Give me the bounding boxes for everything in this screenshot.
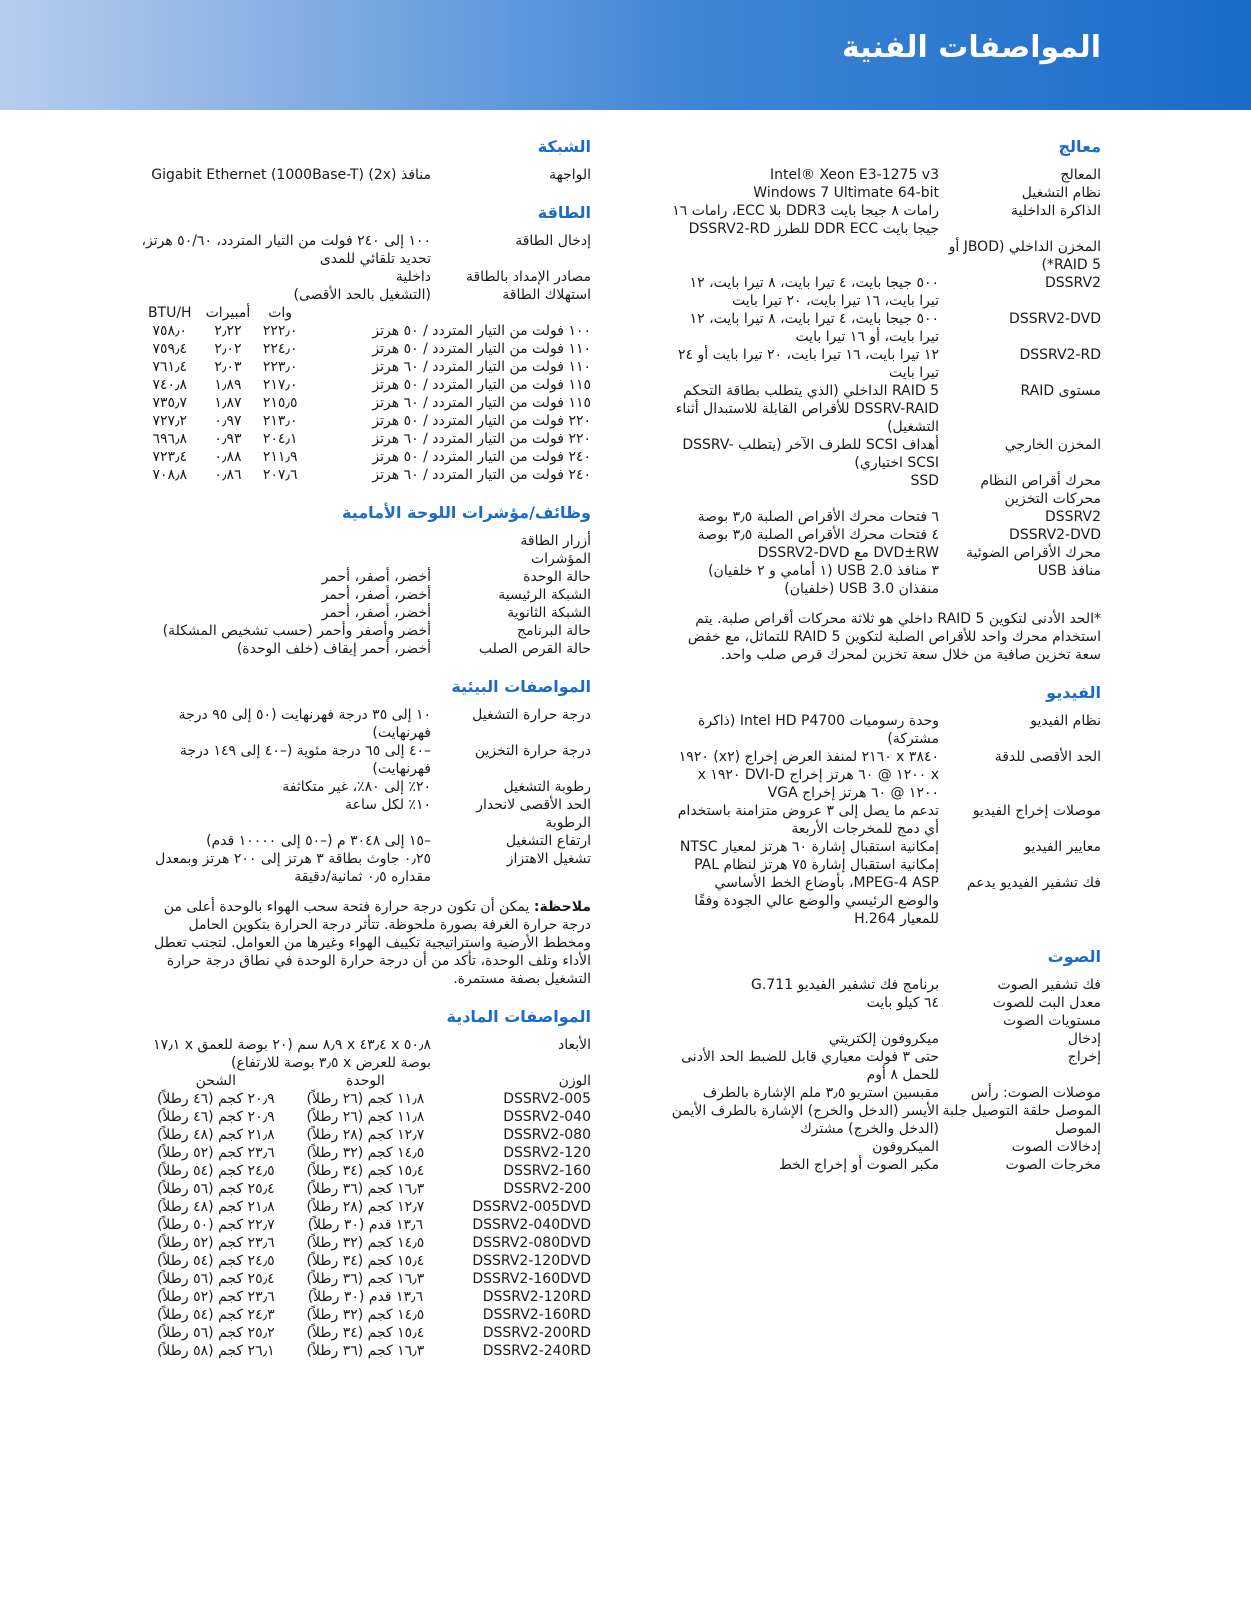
power-table-cell: ٠٫٩٣: [214, 431, 242, 447]
spec-label: استهلاك الطاقة: [502, 287, 591, 303]
spec-value: ٣٨٤٠ x ٢١٦٠ لمنفذ العرض إخراج (x٢) ١٩٢٠ x ١٢٠٠ @ ٦٠ هرتز إخراج DVI-D ١٩٢٠ x ١٢٠٠ @ ٦٠ هرتز إخراج VGA: [678, 749, 939, 801]
spec-label: إدخال الطاقة: [515, 233, 591, 249]
spec-label: محركات التخزين: [1004, 491, 1101, 507]
power-table-cell: ٦٩٦٫٨: [152, 431, 188, 447]
spec-label: مستويات الصوت: [1003, 1013, 1101, 1029]
weight-table-cell: ٢٠٫٩ كجم (٤٦ رطلاً): [156, 1109, 275, 1125]
power-table-row: [141, 340, 591, 358]
spec-label: أزرار الطاقة: [520, 533, 591, 549]
spec-row: [141, 742, 591, 778]
weight-table-cell: ٢٢٫٧ كجم (٥٠ رطلاً): [156, 1217, 275, 1233]
spec-value: ٢٠٪ إلى ٨٠٪، غير متكاثفة: [282, 779, 431, 795]
spec-value: (التشغيل بالحد الأقصى): [293, 287, 431, 303]
page-title: المواصفات الفنية: [841, 30, 1101, 65]
dimensions-value: ٥٠٫٨ x ٤٣٫٤ x ٨٫٩ سم (٢٠ بوصة للعمق x ١٧٫١ بوصة للعرض x ٣٫٥ بوصة للارتفاع): [153, 1037, 431, 1071]
spec-value: Windows 7 Ultimate 64-bit: [753, 185, 939, 201]
spec-row: [141, 796, 591, 832]
weight-table-cell: ٢٣٫٦ كجم (٥٢ رطلاً): [156, 1235, 275, 1251]
spec-row: [671, 1084, 1101, 1138]
spec-label: إدخالات الصوت: [1011, 1139, 1101, 1155]
spec-value: ١٠ إلى ٣٥ درجة فهرنهايت (٥٠ إلى ٩٥ درجة فهرنهايت): [178, 707, 431, 741]
spec-row: [671, 310, 1101, 346]
environmental-rows: [141, 706, 591, 886]
right-column: [671, 138, 1101, 1194]
spec-row: [671, 166, 1101, 184]
spec-value: –١٥ إلى ٣٠٤٨ م (–٥٠ إلى ١٠٠٠٠ قدم): [206, 833, 431, 849]
power-table-cell: ٠٫٨٦: [214, 467, 242, 483]
spec-row: [141, 778, 591, 796]
weight-table-cell: ٢٠٫٩ كجم (٤٦ رطلاً): [156, 1091, 275, 1107]
spec-value: ٤ فتحات محرك الأقراص الصلبة ٣٫٥ بوصة: [697, 527, 939, 543]
spec-label: درجة حرارة التخزين: [474, 743, 591, 759]
front-panel-section: [141, 504, 591, 658]
spec-label: حالة البرنامج: [517, 623, 591, 639]
environmental-title: المواصفات البيئية: [451, 677, 591, 696]
power-table-cell: ٢١٧٫٠: [262, 377, 298, 393]
power-table-row: [141, 358, 591, 376]
weight-table: [141, 1072, 591, 1360]
spec-value: SSD: [910, 473, 939, 489]
weight-table-row: [141, 1270, 591, 1288]
spec-value: ٦٤ كيلو بايت: [866, 995, 939, 1011]
spec-value: ٠٫٢٥ جاوث بطاقة ٣ هرتز إلى ٢٠٠ هرتز وبمعدل مقداره ٠٫٥ ثمانية/دقيقة: [155, 851, 431, 885]
spec-label: نظام التشغيل: [1021, 185, 1101, 201]
spec-label: المعالج: [1060, 167, 1101, 183]
weight-table-cell: DSSRV2-240RD: [482, 1343, 591, 1359]
spec-row: [141, 832, 591, 850]
spec-row: [671, 1048, 1101, 1084]
weight-table-row: [141, 1162, 591, 1180]
spec-value: حتى ٣ فولت معياري قابل للضبط الحد الأدنى للحمل ٨ أوم: [681, 1049, 939, 1083]
spec-value: ١٠٪ لكل ساعة: [345, 797, 431, 813]
spec-value: –٤٠ إلى ٦٥ درجة مئوية (–٤٠ إلى ١٤٩ درجة فهرنهايت): [179, 743, 431, 777]
note-text: يمكن أن تكون درجة حرارة فتحة سحب الهواء بالوحدة أعلى من درجة حرارة الغرفة بصورة ملحوظة. تتأثر درجة الحرارة بتكوين الحامل ومخطط الأرضية واستراتيجية تكييف الهواء وغيرها من العوامل. لتجنب تعطل الأداء وتلف الوحدة، تأكد من أن درجة حرارة الوحدة في نطاق درجة حرارة التشغيل بصفة مستمرة.: [153, 899, 591, 987]
power-table-cell: ٢٢٣٫٠: [262, 359, 298, 375]
weight-table-cell: DSSRV2-120RD: [482, 1289, 591, 1305]
weight-table-cell: DSSRV2-120DVD: [472, 1253, 591, 1269]
spec-label: فك تشفير الفيديو يدعم: [966, 875, 1101, 891]
power-table-cell: ٧٥٨٫٠: [152, 323, 188, 339]
spec-row: [671, 994, 1101, 1012]
spec-label: إخراج: [1067, 1049, 1101, 1065]
spec-label: تشغيل الاهتزاز: [506, 851, 591, 867]
power-table-cell: ١٠٠ فولت من التيار المتردد / ٥٠ هرتز: [372, 323, 591, 339]
spec-value: RAID 5 الداخلي (الذي يتطلب بطاقة التحكم DSSRV-RAID للأقراص القابلة للاستبدال أثناء التشغيل): [675, 383, 939, 435]
weight-table-row: [141, 1198, 591, 1216]
network-title: الشبكة: [537, 137, 591, 156]
power-table-cell: ٢١٥٫٥: [262, 395, 298, 411]
power-table-cell: ٢٢٠ فولت من التيار المتردد / ٦٠ هرتز: [372, 431, 591, 447]
spec-value: ميكروفون إلكتريتي: [828, 1031, 939, 1047]
weight-table-cell: ١١٫٨ كجم (٢٦ رطلاً): [306, 1109, 425, 1125]
power-table-cell: ٠٫٨٨: [214, 449, 242, 465]
spec-value: ٦ فتحات محرك الأقراص الصلبة ٣٫٥ بوصة: [697, 509, 939, 525]
spec-value: تدعم ما يصل إلى ٣ عروض متزامنة باستخدام أي دمج للمخرجات الأربعة: [677, 803, 939, 837]
weight-table-cell: ٢١٫٨ كجم (٤٨ رطلاً): [156, 1199, 275, 1215]
spec-value: DVD±RW مع DSSRV2-DVD: [757, 545, 939, 561]
spec-value: رامات ٨ جيجا بايت DDR3 بلا ECC، رامات ١٦ جيجا بايت DDR ECC للطرز DSSRV2-RD: [672, 203, 939, 237]
weight-table-cell: DSSRV2-005DVD: [472, 1199, 591, 1215]
video-section: [671, 684, 1101, 928]
spec-row: [671, 748, 1101, 802]
spec-row: [141, 604, 591, 622]
weight-table-row: [141, 1126, 591, 1144]
spec-row: [671, 472, 1101, 490]
weight-table-cell: ١٥٫٤ كجم (٣٤ رطلاً): [306, 1325, 425, 1341]
network-section: [141, 138, 591, 184]
spec-value: أخضر، أصفر، أحمر: [321, 569, 431, 585]
spec-row: [671, 544, 1101, 562]
spec-row: [671, 1030, 1101, 1048]
power-table: [141, 304, 591, 484]
weight-table-row: [141, 1234, 591, 1252]
power-table-cell: ٧٣٥٫٧: [152, 395, 188, 411]
spec-value: أخضر، أصفر، أحمر: [321, 587, 431, 603]
weight-table-row: [141, 1216, 591, 1234]
weight-table-cell: ١٦٫٣ كجم (٣٦ رطلاً): [306, 1181, 425, 1197]
spec-label: المؤشرات: [530, 551, 591, 567]
left-column: [141, 138, 591, 1380]
processor-rows: [671, 166, 1101, 598]
spec-row: [141, 622, 591, 640]
power-table-cell: ٢٫٠٣: [214, 359, 242, 375]
spec-label: رطوبة التشغيل: [503, 779, 591, 795]
spec-label: DSSRV2-RD: [1019, 347, 1101, 363]
power-table-cell: ٧٢٧٫٢: [152, 413, 188, 429]
spec-row: [671, 838, 1101, 874]
spec-label: DSSRV2-DVD: [1009, 527, 1101, 543]
weight-table-cell: ١٢٫٧ كجم (٢٨ رطلاً): [306, 1127, 425, 1143]
power-table-row: [141, 466, 591, 484]
weight-table-cell: DSSRV2-120: [503, 1145, 591, 1161]
spec-value: ٥٠٠ جيجا بايت، ٤ تيرا بايت، ٨ تيرا بايت، ١٢ تيرا بايت، ١٦ تيرا بايت، ٢٠ تيرا بايت: [689, 275, 939, 309]
weight-table-header: الوحدة: [346, 1073, 385, 1089]
power-table-cell: ٢٫٠٢: [214, 341, 242, 357]
power-table-cell: ٧٠٨٫٨: [152, 467, 188, 483]
weight-table-cell: ١١٫٨ كجم (٢٦ رطلاً): [306, 1091, 425, 1107]
spec-row: [671, 976, 1101, 994]
dimensions-row: [141, 1036, 591, 1072]
spec-label: المخزن الخارجي: [1004, 437, 1101, 453]
spec-label: معايير الفيديو: [1024, 839, 1101, 855]
spec-value: أخضر وأصفر وأحمر (حسب تشخيص المشكلة): [162, 623, 431, 639]
audio-section: [671, 948, 1101, 1174]
spec-value: أهداف SCSI للطرف الآخر (يتطلب DSSRV-SCSI اختياري): [682, 437, 939, 471]
power-table-cell: ٢٤٠ فولت من التيار المتردد / ٦٠ هرتز: [372, 467, 591, 483]
weight-table-cell: ١٥٫٤ كجم (٣٤ رطلاً): [306, 1253, 425, 1269]
processor-footnote: *الحد الأدنى لتكوين RAID 5 داخلي هو ثلاثة محركات أقراص صلبة. يتم استخدام محرك واحد للأقراص الصلبة لتكوين RAID 5 للتماثل، مع خفض سعة تخزين صافية من خلال سعة تخزين لمحرك قرص صلب واحد.: [687, 611, 1101, 663]
weight-table-cell: ٢٣٫٦ كجم (٥٢ رطلاً): [156, 1145, 275, 1161]
weight-table-row: [141, 1144, 591, 1162]
spec-row: [671, 202, 1101, 238]
power-table-header: BTU/H: [147, 305, 192, 321]
spec-row: [671, 238, 1101, 274]
power-table-row: [141, 376, 591, 394]
physical-section: [141, 1008, 591, 1360]
spec-label: حالة القرص الصلب: [478, 641, 591, 657]
spec-label: فك تشفير الصوت: [997, 977, 1101, 993]
power-table-row: [141, 322, 591, 340]
spec-value: ٣ منافذ USB 2.0 (١ أمامي و ٢ خلفيان) منفذان USB 3.0 (خلفيان): [708, 563, 939, 597]
weight-table-cell: ٢٤٫٥ كجم (٥٤ رطلاً): [156, 1163, 275, 1179]
power-table-head: [141, 304, 591, 322]
weight-table-row: [141, 1324, 591, 1342]
spec-row: [671, 526, 1101, 544]
spec-value: MPEG-4 ASP، بأوضاع الخط الأساسي والوضع الرئيسي والوضع عالي الجودة وفقًا للمعيار H.264: [694, 875, 939, 927]
weight-table-cell: ٢٥٫٤ كجم (٥٦ رطلاً): [156, 1271, 275, 1287]
spec-value: مكبر الصوت أو إخراج الخط: [778, 1157, 939, 1173]
spec-label: محرك الأقراص الضوئية: [966, 545, 1101, 561]
power-table-cell: ٢١١٫٩: [262, 449, 298, 465]
spec-row: [671, 1138, 1101, 1156]
video-title: الفيديو: [1046, 683, 1101, 702]
weight-table-cell: ١٣٫٦ قدم (٣٠ رطلاً): [307, 1289, 424, 1305]
spec-row: [141, 850, 591, 886]
spec-label: الشبكة الثانوية: [507, 605, 591, 621]
spec-label: حالة الوحدة: [523, 569, 591, 585]
power-table-cell: ٧٦١٫٤: [152, 359, 188, 375]
environmental-note: [141, 898, 591, 988]
weight-table-cell: ١٤٫٥ كجم (٣٢ رطلاً): [306, 1235, 425, 1251]
power-table-cell: ٧٤٠٫٨: [152, 377, 188, 393]
spec-label: DSSRV2: [1045, 509, 1101, 525]
weight-table-cell: DSSRV2-160RD: [482, 1307, 591, 1323]
power-table-header: وات: [268, 305, 293, 321]
spec-label: موصلات الصوت: رأس الموصل حلقة التوصيل جلبة الموصل: [942, 1085, 1101, 1137]
note-label: ملاحظة:: [533, 899, 591, 915]
spec-value: داخلية: [395, 269, 431, 285]
weight-table-cell: DSSRV2-160: [503, 1163, 591, 1179]
power-table-header-row: [141, 304, 591, 322]
power-table-cell: ٢٠٤٫١: [262, 431, 298, 447]
physical-title: المواصفات المادية: [446, 1007, 591, 1026]
spec-label: المخزن الداخلي (JBOD أو RAID 5*): [948, 239, 1101, 273]
spec-value: Intel® Xeon E3-1275 v3: [770, 167, 939, 183]
weight-table-cell: ١٦٫٣ كجم (٣٦ رطلاً): [306, 1343, 425, 1359]
weight-table-row: [141, 1342, 591, 1360]
spec-row: [671, 184, 1101, 202]
spec-row: [671, 382, 1101, 436]
spec-label: DSSRV2-DVD: [1009, 311, 1101, 327]
power-table-cell: ١٫٨٧: [214, 395, 242, 411]
weight-table-cell: DSSRV2-040DVD: [472, 1217, 591, 1233]
processor-section: [671, 138, 1101, 664]
weight-table-header-row: [141, 1072, 591, 1090]
weight-table-cell: DSSRV2-040: [503, 1109, 591, 1125]
spec-label: الواجهة: [549, 167, 591, 183]
power-table-body: [141, 322, 591, 484]
spec-label: مصادر الإمداد بالطاقة: [465, 269, 591, 285]
spec-row: [141, 550, 591, 568]
spec-value: ١٠٠ إلى ٢٤٠ فولت من التيار المتردد، ٥٠/٦٠ هرتز، تحديد تلقائي للمدى: [141, 233, 431, 267]
spec-row: [141, 166, 591, 184]
spec-row: [141, 640, 591, 658]
network-rows: [141, 166, 591, 184]
power-table-row: [141, 394, 591, 412]
spec-row: [671, 436, 1101, 472]
spec-row: [141, 706, 591, 742]
spec-value: إمكانية استقبال إشارة ٦٠ هرتز لمعيار NTSC إمكانية استقبال إشارة ٧٥ هرتز لنظام PAL: [679, 839, 939, 873]
video-rows: [671, 712, 1101, 928]
spec-row: [671, 346, 1101, 382]
power-table-cell: ٧٢٣٫٤: [152, 449, 188, 465]
spec-row: [671, 490, 1101, 508]
spec-label: الشبكة الرئيسية: [498, 587, 591, 603]
power-table-cell: ٧٥٩٫٤: [152, 341, 188, 357]
weight-table-cell: ١٢٫٧ كجم (٢٨ رطلاً): [306, 1199, 425, 1215]
weight-table-cell: ١٣٫٦ قدم (٣٠ رطلاً): [307, 1217, 424, 1233]
weight-table-row: [141, 1090, 591, 1108]
spec-label: DSSRV2: [1045, 275, 1101, 291]
dimensions-label: الأبعاد: [557, 1037, 591, 1053]
spec-value: وحدة رسوميات Intel HD P4700 (ذاكرة مشتركة): [698, 713, 939, 747]
weight-table-cell: ١٤٫٥ كجم (٣٢ رطلاً): [306, 1145, 425, 1161]
weight-table-cell: ٢٤٫٥ كجم (٥٤ رطلاً): [156, 1253, 275, 1269]
spec-value: أخضر، أصفر، أحمر: [321, 605, 431, 621]
power-table-header: [303, 304, 591, 322]
weight-table-cell: DSSRV2-080: [503, 1127, 591, 1143]
weight-table-cell: DSSRV2-160DVD: [472, 1271, 591, 1287]
weight-table-head: [141, 1072, 591, 1090]
power-rows: [141, 232, 591, 304]
weight-table-cell: ٢٣٫٦ كجم (٥٢ رطلاً): [156, 1289, 275, 1305]
front-panel-title: وظائف/مؤشرات اللوحة الأمامية: [342, 503, 591, 522]
power-table-row: [141, 448, 591, 466]
spec-row: [141, 568, 591, 586]
weight-table-cell: ١٤٫٥ كجم (٣٢ رطلاً): [306, 1307, 425, 1323]
weight-table-body: [141, 1090, 591, 1360]
spec-value: الميكروفون: [872, 1139, 939, 1155]
power-table-header: أمبيرات: [205, 305, 251, 321]
power-table-cell: ٢١٣٫٠: [262, 413, 298, 429]
power-table-cell: ٢٢٠ فولت من التيار المتردد / ٥٠ هرتز: [372, 413, 591, 429]
weight-table-row: [141, 1108, 591, 1126]
power-table-cell: ٢٢٢٫٠: [262, 323, 298, 339]
weight-table-cell: DSSRV2-005: [503, 1091, 591, 1107]
weight-table-cell: ١٦٫٣ كجم (٣٦ رطلاً): [306, 1271, 425, 1287]
spec-row: [141, 232, 591, 268]
audio-title: الصوت: [1047, 947, 1101, 966]
spec-label: ارتفاع التشغيل: [505, 833, 591, 849]
spec-label: الذاكرة الداخلية: [1011, 203, 1101, 219]
weight-table-cell: ٢٥٫٢ كجم (٥٦ رطلاً): [156, 1325, 275, 1341]
environmental-section: [141, 678, 591, 988]
weight-table-row: [141, 1180, 591, 1198]
weight-table-cell: DSSRV2-080DVD: [472, 1235, 591, 1251]
power-table-cell: ٢٠٧٫٦: [262, 467, 298, 483]
spec-label: منافذ USB: [1037, 563, 1101, 579]
spec-row: [141, 586, 591, 604]
spec-label: مخرجات الصوت: [1005, 1157, 1101, 1173]
spec-label: الحد الأقصى لانحدار الرطوبة: [476, 797, 591, 831]
weight-table-cell: ٢٤٫٣ كجم (٥٤ رطلاً): [156, 1307, 275, 1323]
weight-table-cell: ١٥٫٤ كجم (٣٤ رطلاً): [306, 1163, 425, 1179]
spec-row: [671, 562, 1101, 598]
spec-label: معدل البت للصوت: [992, 995, 1101, 1011]
front-panel-rows: [141, 532, 591, 658]
spec-row: [141, 286, 591, 304]
weight-table-row: [141, 1288, 591, 1306]
audio-rows: [671, 976, 1101, 1174]
processor-title: معالج: [1058, 137, 1101, 156]
spec-label: درجة حرارة التشغيل: [472, 707, 591, 723]
weight-label: الوزن: [558, 1073, 591, 1089]
spec-value: برنامج فك تشفير الفيديو G.711: [751, 977, 939, 993]
spec-row: [671, 712, 1101, 748]
spec-row: [671, 274, 1101, 310]
spec-value: أخضر، أحمر إيقاف (خلف الوحدة): [236, 641, 431, 657]
spec-value: مقبسين استريو ٣٫٥ ملم الإشارة بالطرف الأيسر (الدخل والخرج) الإشارة بالطرف الأيمن (الدخل والخرج) مشترك: [671, 1085, 939, 1137]
spec-label: الحد الأقصى للدقة: [994, 749, 1101, 765]
power-table-cell: ١٫٨٩: [214, 377, 242, 393]
weight-table-cell: ٢١٫٨ كجم (٤٨ رطلاً): [156, 1127, 275, 1143]
spec-label: إدخال: [1067, 1031, 1101, 1047]
power-table-cell: ١١٥ فولت من التيار المتردد / ٥٠ هرتز: [372, 377, 591, 393]
power-table-cell: ٢٫٢٢: [214, 323, 242, 339]
spec-value: منافذ Gigabit Ethernet (1000Base-T) (2x): [151, 167, 431, 183]
weight-table-cell: DSSRV2-200: [503, 1181, 591, 1197]
weight-table-row: [141, 1306, 591, 1324]
spec-value: ١٢ تيرا بايت، ١٦ تيرا بايت، ٢٠ تيرا بايت أو ٢٤ تيرا بايت: [677, 347, 939, 381]
spec-label: نظام الفيديو: [1030, 713, 1101, 729]
spec-value: ٥٠٠ جيجا بايت، ٤ تيرا بايت، ٨ تيرا بايت، ١٢ تيرا بايت، أو ١٦ تيرا بايت: [689, 311, 939, 345]
power-table-cell: ٢٤٠ فولت من التيار المتردد / ٥٠ هرتز: [372, 449, 591, 465]
weight-table-row: [141, 1252, 591, 1270]
page-header: [0, 0, 1251, 110]
spec-row: [671, 508, 1101, 526]
power-table-row: [141, 412, 591, 430]
power-table-cell: ٢٢٤٫٠: [262, 341, 298, 357]
weight-table-cell: ٢٦٫١ كجم (٥٨ رطلاً): [156, 1343, 275, 1359]
power-table-cell: ١١٥ فولت من التيار المتردد / ٦٠ هرتز: [372, 395, 591, 411]
weight-table-header: الشحن: [195, 1073, 236, 1089]
power-title: الطاقة: [537, 203, 591, 222]
power-table-cell: ١١٠ فولت من التيار المتردد / ٦٠ هرتز: [372, 359, 591, 375]
spec-row: [141, 268, 591, 286]
spec-row: [671, 802, 1101, 838]
power-table-row: [141, 430, 591, 448]
power-section: [141, 204, 591, 484]
spec-row: [671, 1012, 1101, 1030]
weight-table-cell: DSSRV2-200RD: [482, 1325, 591, 1341]
spec-label: محرك أقراص النظام: [980, 473, 1101, 489]
spec-label: مستوى RAID: [1020, 383, 1101, 399]
spec-row: [671, 874, 1101, 928]
spec-row: [671, 1156, 1101, 1174]
weight-table-cell: ٢٥٫٤ كجم (٥٦ رطلاً): [156, 1181, 275, 1197]
power-table-cell: ١١٠ فولت من التيار المتردد / ٥٠ هرتز: [372, 341, 591, 357]
power-table-cell: ٠٫٩٧: [214, 413, 242, 429]
spec-label: موصلات إخراج الفيديو: [972, 803, 1101, 819]
spec-row: [141, 532, 591, 550]
